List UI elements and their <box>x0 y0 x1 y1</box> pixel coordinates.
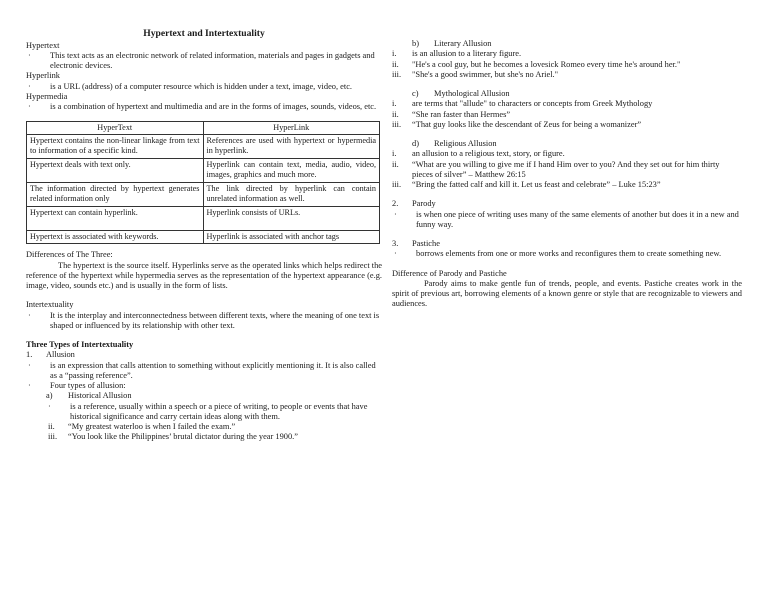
bullet-icon: · <box>28 381 31 391</box>
definition-text: is a URL (address) of a computer resource which is hidden under a text, image, video, etc. <box>50 81 353 91</box>
roman-numeral: i. <box>392 149 397 159</box>
table-cell: Hyperlink can contain text, media, audio, video, images, graphics and much more. <box>203 159 380 183</box>
table-cell: Hypertext deals with text only. <box>27 159 204 183</box>
definition-text: is a combination of hypertext and multimedia and are in the forms of images, sounds, videos, etc. <box>50 102 377 112</box>
right-column <box>392 0 742 310</box>
parody-text: is when one piece of writing uses many of the same elements of another but does it in a new and funny way. <box>416 209 739 229</box>
literary-item: "He's a cool guy, but he becomes a lovesick Romeo every time he's around her." <box>412 59 681 69</box>
historical-allusion-text: is a reference, usually within a speech or a piece of writing, to people or events that have historical significance and carry certain ideas along with them. <box>70 401 368 421</box>
sub-letter: b) <box>412 39 419 48</box>
myth-item: are terms that "allude" to characters or concepts from Greek Mythology <box>412 99 653 109</box>
term-label: Hypertext <box>26 40 60 50</box>
roman-numeral: ii. <box>48 422 55 432</box>
table-cell: Hyperlink is associated with anchor tags <box>203 231 380 244</box>
table-header: HyperText <box>27 122 204 135</box>
definition-hypertext <box>26 41 382 72</box>
three-types-heading: Three Types of Intertextuality <box>26 340 134 350</box>
definition-hypermedia <box>26 92 382 113</box>
literary-allusion-label: Literary Allusion <box>434 39 492 48</box>
sub-letter: a) <box>46 391 53 401</box>
left-column <box>26 0 382 443</box>
table-row <box>27 135 380 159</box>
allusion-types-intro: Four types of allusion: <box>50 381 126 391</box>
table-cell: Hypertext can contain hyperlink. <box>27 207 204 231</box>
historical-example: “My greatest waterloo is when I failed the exam.” <box>68 422 236 432</box>
bullet-icon: · <box>28 50 31 60</box>
bullet-icon: · <box>28 102 31 112</box>
term-label: Hyperlink <box>26 71 60 81</box>
roman-numeral: ii. <box>392 159 399 169</box>
roman-numeral: ii. <box>392 109 399 119</box>
bullet-icon: · <box>28 360 31 370</box>
roman-numeral: iii. <box>48 432 58 442</box>
differences-text: The hypertext is the source itself. Hyperlinks serve as the operated links which helps redirect the reference of the hypertext while hypermedia serves as the representation of the hypertext appearance (e.g. image, video, sounds etc.) and is usually in the form of lists. <box>26 260 382 291</box>
roman-numeral: iii. <box>392 119 402 129</box>
parody-label: Parody <box>412 199 436 209</box>
table-row <box>27 207 380 231</box>
parody-pastiche-text: Parody aims to make gentle fun of trends, people, and events. Pastiche creates work in the spirit of previous art, borrowing elements of a known genre or style that are recognizable to viewers and audiences. <box>392 278 742 309</box>
roman-numeral: i. <box>392 49 397 59</box>
bullet-icon: · <box>394 209 397 219</box>
table-cell: The link directed by hyperlink can contain unrelated information as well. <box>203 183 380 207</box>
religious-item: “What are you willing to give me if I hand Him over to you? And they set out for him thirty pieces of silver” – Matthew 26:15 <box>412 159 720 179</box>
table-cell: References are used with hypertext or hypermedia in hyperlink. <box>203 135 380 159</box>
table-cell: The information directed by hypertext generates related information only <box>27 183 204 207</box>
pastiche-label: Pastiche <box>412 239 440 248</box>
allusion-definition: is an expression that calls attention to something without explicitly mentioning it. It is also called as a “passing reference”. <box>50 360 376 380</box>
differences-heading: Differences of The Three: <box>26 250 113 260</box>
literary-item: is an allusion to a literary figure. <box>412 49 522 59</box>
definition-text: This text acts as an electronic network of related information, materials and pages in gadgets and electronic devices. <box>50 50 375 71</box>
roman-numeral: iii. <box>392 69 402 79</box>
mythological-allusion-label: Mythological Allusion <box>434 89 510 98</box>
definition-hyperlink <box>26 71 382 92</box>
intertextuality-heading: Intertextuality <box>26 300 74 310</box>
historical-example: “You look like the Philippines’ brutal dictator during the year 1900.” <box>68 432 298 442</box>
sub-letter: c) <box>412 89 419 98</box>
bullet-icon: · <box>48 401 51 411</box>
roman-numeral: iii. <box>392 180 402 189</box>
intertextuality-text: It is the interplay and interconnectedness between different texts, where the meaning of one text is shaped or influenced by its relationship with other text. <box>50 310 380 330</box>
historical-allusion-label: Historical Allusion <box>68 391 132 401</box>
myth-item: “That guy looks like the descendant of Zeus for being a womanizer” <box>412 119 642 129</box>
table-header: HyperLink <box>203 122 380 135</box>
document-title: Hypertext and Intertextuality <box>143 28 265 39</box>
religious-item: an allusion to a religious text, story, or figure. <box>412 149 565 159</box>
parody-pastiche-heading: Difference of Parody and Pastiche <box>392 268 507 278</box>
list-number: 2. <box>392 199 399 209</box>
roman-numeral: i. <box>392 99 397 109</box>
table-cell: Hypertext is associated with keywords. <box>27 231 204 244</box>
bullet-icon: · <box>394 249 397 259</box>
table-row <box>27 183 380 207</box>
pastiche-text: borrows elements from one or more works and reconfigures them to create something new. <box>416 249 722 259</box>
allusion-label: Allusion <box>46 350 75 360</box>
religious-item: “Bring the fatted calf and kill it. Let us feast and celebrate” – Luke 15:23” <box>412 180 661 189</box>
literary-item: "She's a good swimmer, but she's no Ariel." <box>412 69 559 79</box>
bullet-icon: · <box>28 310 31 320</box>
bullet-icon: · <box>28 81 31 91</box>
sub-letter: d) <box>412 139 419 148</box>
list-number: 1. <box>26 350 33 360</box>
myth-item: “She ran faster than Hermes” <box>412 109 511 119</box>
list-number: 3. <box>392 239 399 248</box>
roman-numeral: ii. <box>392 59 399 69</box>
comparison-table <box>26 121 380 244</box>
table-cell: Hyperlink consists of URLs. <box>203 207 380 231</box>
table-row <box>27 231 380 244</box>
religious-allusion-label: Religious Allusion <box>434 139 497 148</box>
table-cell: Hypertext contains the non-linear linkage from text to information of a specific kind. <box>27 135 204 159</box>
term-label: Hypermedia <box>26 91 68 101</box>
table-row <box>27 159 380 183</box>
